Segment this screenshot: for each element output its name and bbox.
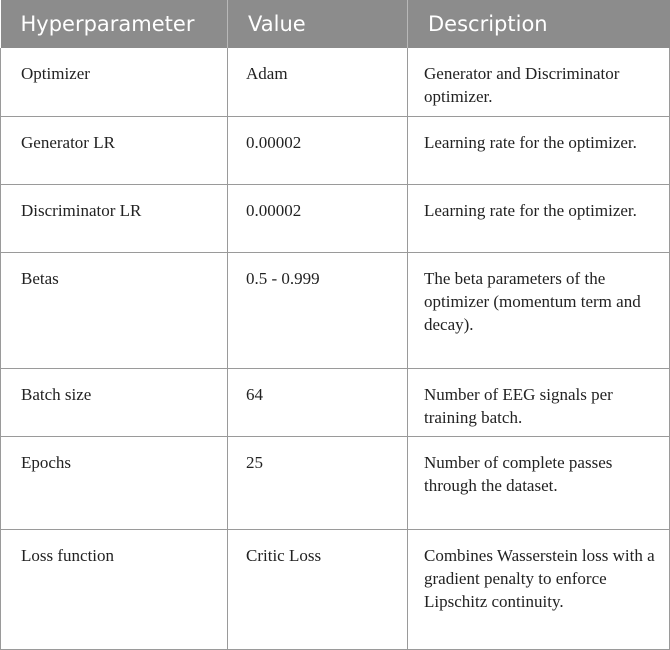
value-cell: 0.00002 xyxy=(228,116,408,184)
description-cell: Learning rate for the optimizer. xyxy=(408,116,670,184)
value-cell: 64 xyxy=(228,368,408,436)
description-cell: Number of complete passes through the dataset. xyxy=(408,436,670,529)
param-cell: Betas xyxy=(1,252,228,368)
table-row xyxy=(1,529,670,649)
header-value: Value xyxy=(228,0,408,48)
param-cell: Epochs xyxy=(1,436,228,529)
param-cell: Batch size xyxy=(1,368,228,436)
value-cell: Adam xyxy=(228,48,408,116)
description-cell: Number of EEG signals per training batch. xyxy=(408,368,670,436)
param-cell: Discriminator LR xyxy=(1,184,228,252)
description-cell: Generator and Discriminator optimizer. xyxy=(408,48,670,116)
description-cell: The beta parameters of the optimizer (momentum term and decay). xyxy=(408,252,670,368)
table-row xyxy=(1,368,670,436)
value-cell: 25 xyxy=(228,436,408,529)
table-row xyxy=(1,48,670,116)
header-hyperparameter: Hyperparameter xyxy=(1,0,228,48)
value-cell: 0.00002 xyxy=(228,184,408,252)
param-cell: Optimizer xyxy=(1,48,228,116)
description-cell: Combines Wasserstein loss with a gradient penalty to enforce Lipschitz continuity. xyxy=(408,529,670,649)
table-row xyxy=(1,252,670,368)
value-cell: Critic Loss xyxy=(228,529,408,649)
description-cell: Learning rate for the optimizer. xyxy=(408,184,670,252)
header-description: Description xyxy=(408,0,670,48)
table-row xyxy=(1,436,670,529)
table-row xyxy=(1,184,670,252)
param-cell: Loss function xyxy=(1,529,228,649)
param-cell: Generator LR xyxy=(1,116,228,184)
table-row xyxy=(1,116,670,184)
value-cell: 0.5 - 0.999 xyxy=(228,252,408,368)
table-header-row xyxy=(1,0,670,48)
